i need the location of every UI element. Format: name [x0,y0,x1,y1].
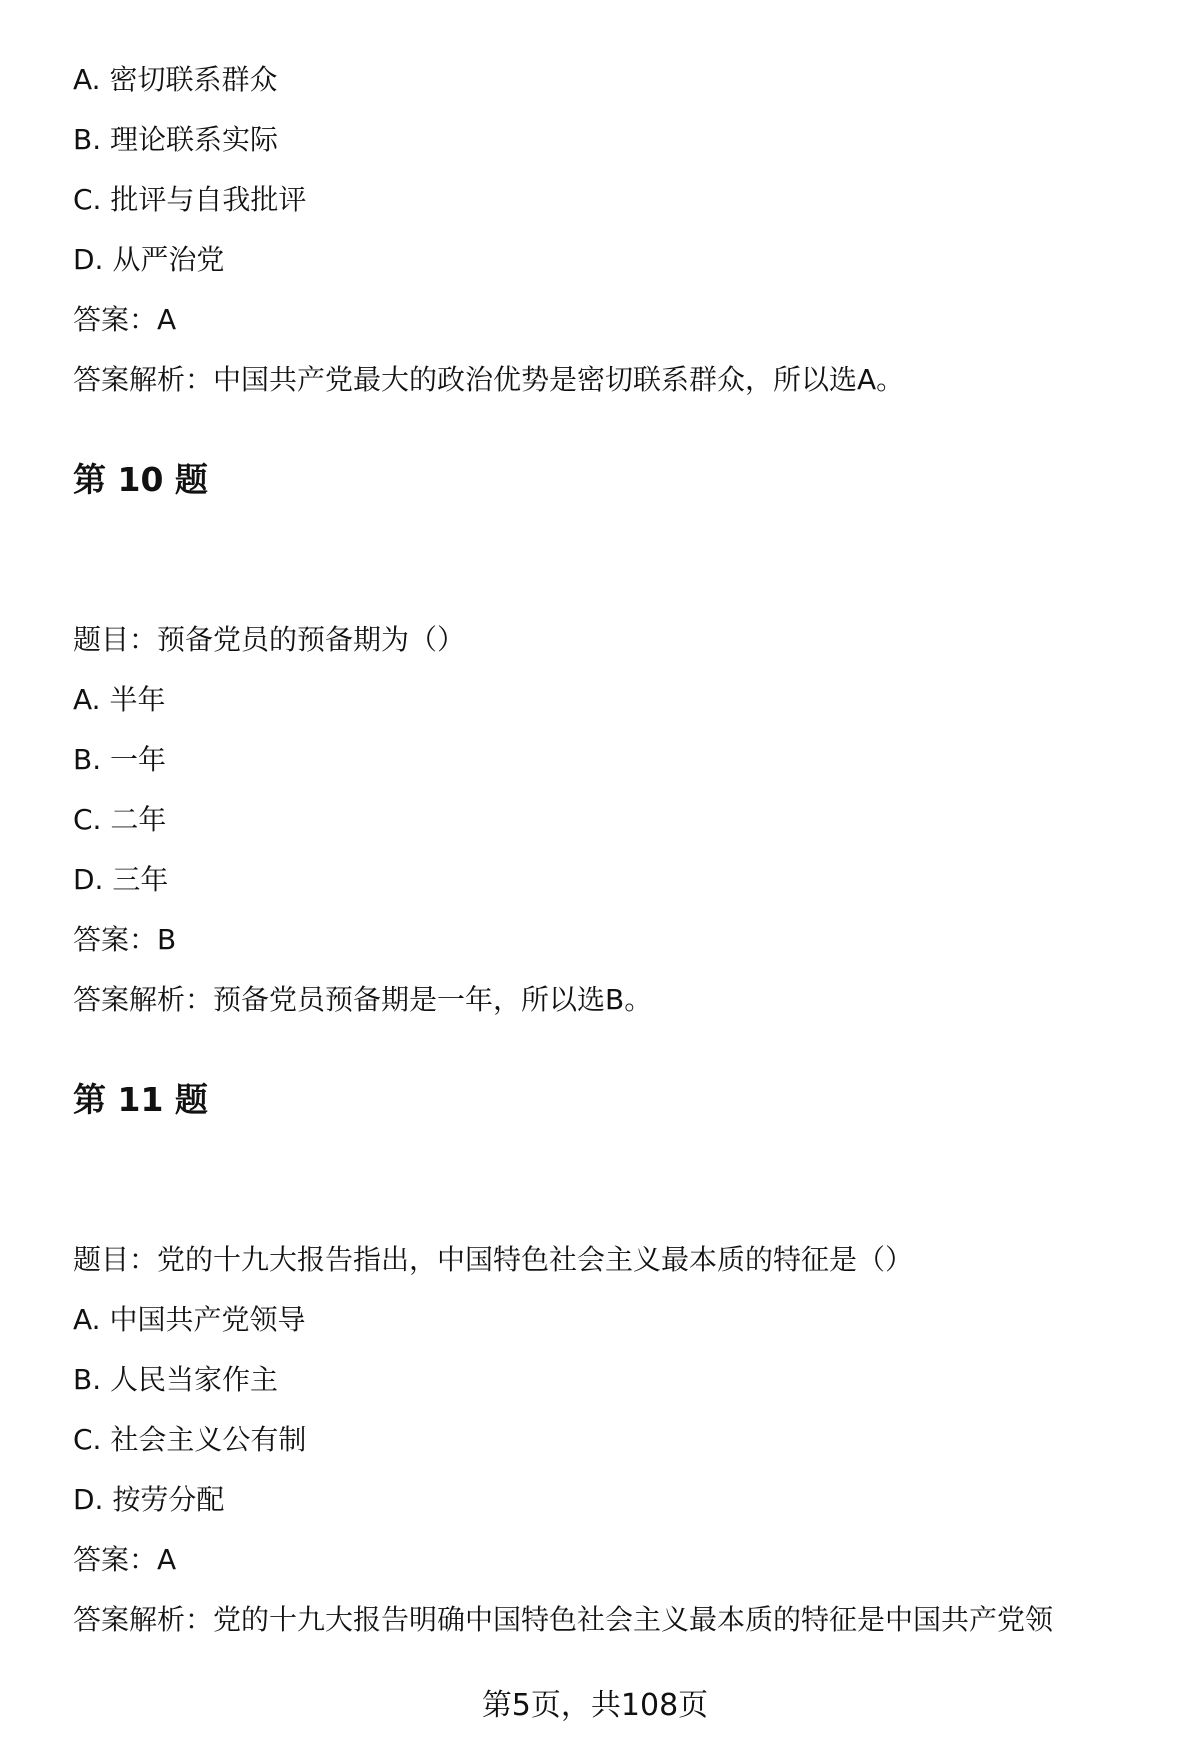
q11-option-c: C. 社会主义公有制 [73,1423,307,1456]
q11-answer: 答案：A [73,1543,177,1576]
prev-option-a: A. 密切联系群众 [73,63,278,96]
q11-stem: 题目：党的十九大报告指出，中国特色社会主义最本质的特征是（） [73,1243,914,1276]
prev-option-b: B. 理论联系实际 [73,123,279,156]
q10-option-c: C. 二年 [73,803,167,836]
q11-option-d: D. 按劳分配 [73,1483,225,1516]
q10-stem: 题目：预备党员的预备期为（） [73,623,466,656]
prev-option-d: D. 从严治党 [73,243,225,276]
q10-answer: 答案：B [73,923,177,956]
q10-option-a: A. 半年 [73,683,166,716]
prev-explanation: 答案解析：中国共产党最大的政治优势是密切联系群众，所以选A。 [73,363,905,396]
prev-option-c: C. 批评与自我批评 [73,183,307,216]
page-number-footer: 第5页，共108页 [481,1688,709,1723]
q10-heading: 第 10 题 [73,460,208,499]
q11-option-a: A. 中国共产党领导 [73,1303,306,1336]
q10-explanation: 答案解析：预备党员预备期是一年，所以选B。 [73,983,653,1016]
q11-explanation: 答案解析：党的十九大报告明确中国特色社会主义最本质的特征是中国共产党领 [73,1603,1054,1636]
q11-option-b: B. 人民当家作主 [73,1363,279,1396]
prev-answer: 答案：A [73,303,177,336]
q10-option-b: B. 一年 [73,743,167,776]
q10-option-d: D. 三年 [73,863,169,896]
q11-heading: 第 11 题 [73,1080,208,1119]
